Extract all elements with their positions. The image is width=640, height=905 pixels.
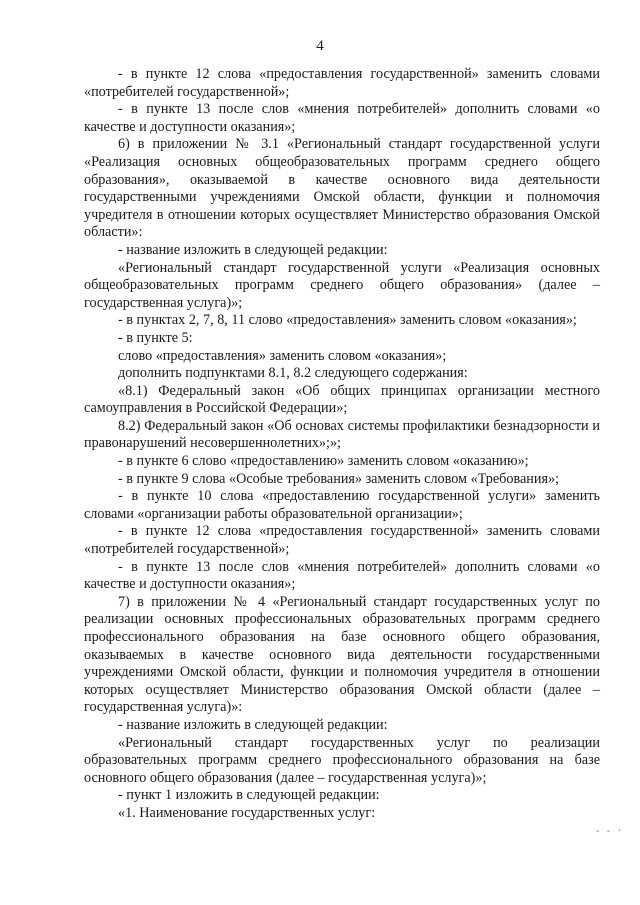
page-number: 4 bbox=[316, 38, 324, 54]
paragraph: слово «предоставления» заменить словом «оказания»; bbox=[118, 347, 447, 364]
paragraph: дополнить подпунктами 8.1, 8.2 следующего содержания: bbox=[118, 365, 468, 382]
paragraph: - в пункте 10 слова «предоставлению государственной услуги» заменить словами «организации работы образовательной организации»; bbox=[84, 488, 600, 522]
paragraph: - в пункте 13 после слов «мнения потребителей» дополнить словами «о качестве и доступности оказания»; bbox=[84, 101, 600, 135]
paragraph: - в пункте 9 слова «Особые требования» заменить словом «Требования»; bbox=[118, 470, 560, 487]
paragraph: - название изложить в следующей редакции: bbox=[118, 241, 388, 258]
paragraph: - в пункте 12 слова «предоставления государственной» заменить словами «потребителей государственной»; bbox=[84, 523, 600, 558]
paragraph: «Региональный стандарт государственной услуги «Реализация основных общеобразовательных программ среднего общего образования» (далее – государственная услуга)»; bbox=[84, 259, 600, 311]
margin-mark: - - · bbox=[596, 826, 623, 837]
paragraph: - в пункте 12 слова «предоставления государственной» заменить словами «потребителей государственной»; bbox=[84, 66, 600, 100]
paragraph: - в пункте 5: bbox=[118, 329, 193, 346]
paragraph: - пункт 1 изложить в следующей редакции: bbox=[118, 787, 380, 804]
paragraph: 6) в приложении № 3.1 «Региональный стандарт государственной услуги «Реализация основных общеобразовательных программ среднего общего образования», оказываемой в качестве основного вида деятельности государственными учреждениями Омской области, функции и полномочия учредителя в отношении которых осуществляет Министерство образования Омской области»: bbox=[84, 136, 600, 241]
paragraph: 7) в приложении № 4 «Региональный стандарт государственных услуг по реализации основных профессиональных образовательных программ среднего профессионального образования на базе основного общего образования, оказываемых в качестве основного вида деятельности государственными учреждениями Омской области, функции и полномочия учредителя в отношении которых осуществляет Министерство образования Омской области (далее – государственная услуга)»: bbox=[84, 593, 600, 716]
paragraph: - название изложить в следующей редакции: bbox=[118, 716, 388, 733]
paragraph: - в пунктах 2, 7, 8, 11 слово «предоставления» заменить словом «оказания»; bbox=[118, 312, 577, 329]
paragraph: - в пункте 13 после слов «мнения потребителей» дополнить словами «о качестве и доступности оказания»; bbox=[84, 558, 600, 593]
paragraph: 8.2) Федеральный закон «Об основах системы профилактики безнадзорности и правонарушений несовершеннолетних»;»; bbox=[84, 417, 600, 452]
paragraph: «1. Наименование государственных услуг: bbox=[118, 804, 376, 821]
paragraph: - в пункте 6 слово «предоставлению» заменить словом «оказанию»; bbox=[118, 453, 529, 470]
document-body bbox=[84, 66, 600, 823]
paragraph: «8.1) Федеральный закон «Об общих принципах организации местного самоуправления в Российской Федерации»; bbox=[84, 382, 600, 417]
paragraph: «Региональный стандарт государственных услуг по реализации образовательных программ среднего профессионального образования на базе основного общего образования (далее – государственная услуга)»; bbox=[84, 734, 600, 786]
